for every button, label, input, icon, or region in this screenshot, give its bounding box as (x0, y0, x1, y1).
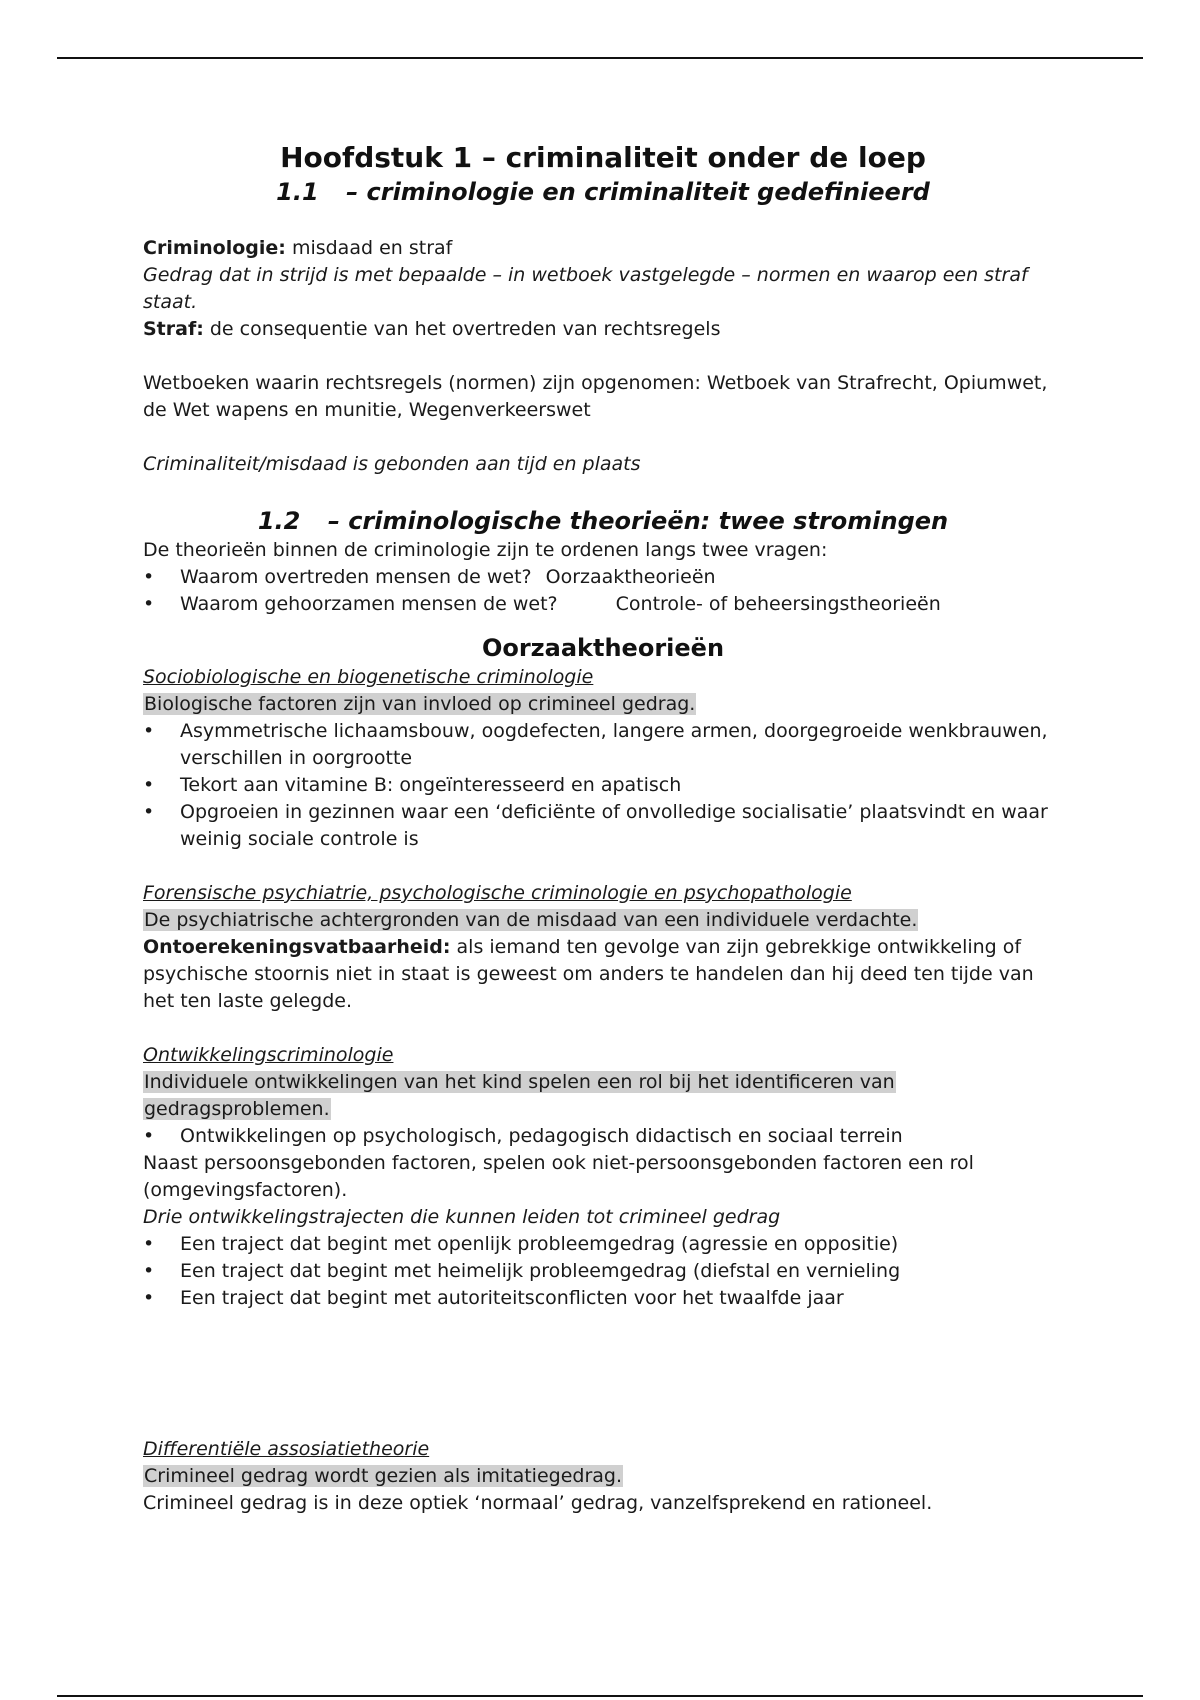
topic-heading-ontwikkeling: Ontwikkelingscriminologie (143, 1044, 394, 1066)
highlight-socio: Biologische factoren zijn van invloed op crimineel gedrag. (144, 693, 696, 715)
section-number: 1.2 (257, 507, 301, 535)
topic-heading-socio: Sociobiologische en biogenetische criminologie (143, 666, 594, 688)
paragraph-tijd-plaats: Criminaliteit/misdaad is gebonden aan tijd en plaats (143, 453, 641, 475)
highlight-differentieel: Crimineel gedrag wordt gezien als imitatiegedrag. (144, 1465, 623, 1487)
ontwikkeling-bullet-list (143, 1123, 1063, 1150)
list-item: • Ontwikkelingen op psychologisch, pedagogisch didactisch en sociaal terrein (143, 1123, 1063, 1150)
section-title: – criminologische theorieën: twee stromingen (327, 507, 949, 535)
topic-heading-forensisch: Forensische psychiatrie, psychologische criminologie en psychopathologie (143, 882, 852, 904)
paragraph-intro: De theorieën binnen de criminologie zijn te ordenen langs twee vragen: (143, 539, 828, 561)
term-ontoerekeningsvatbaarheid: Ontoerekeningsvatbaarheid: (143, 936, 451, 958)
question-list (143, 564, 1063, 618)
list-item: • Tekort aan vitamine B: ongeïnteresseerd en apatisch (143, 772, 1063, 799)
footer-rule (57, 1695, 1143, 1697)
subsection-title-oorzaak: Oorzaaktheorieën (481, 634, 725, 662)
definition-straf: Straf: de consequentie van het overtreden van rechtsregels (143, 318, 721, 340)
term-straf: Straf: (143, 318, 204, 340)
highlight-ontwikkeling-2: gedragsproblemen. (144, 1098, 330, 1120)
highlight-ontwikkeling-1: Individuele ontwikkelingen van het kind spelen een rol bij het identificeren van (144, 1071, 895, 1093)
list-item: • Een traject dat begint met autoriteitsconflicten voor het twaalfde jaar (143, 1285, 1063, 1312)
section-heading-1-2 (143, 505, 1063, 537)
list-item: • Een traject dat begint met openlijk probleemgedrag (agressie en oppositie) (143, 1231, 1063, 1258)
document-page (143, 140, 1063, 1517)
paragraph-differentieel: Crimineel gedrag is in deze optiek ‘normaal’ gedrag, vanzelfsprekend en rationeel. (143, 1492, 933, 1514)
paragraph-naast: Naast persoonsgebonden factoren, spelen ook niet-persoonsgebonden factoren een rol (omgevingsfactoren). (143, 1152, 974, 1201)
topic-heading-differentieel: Differentiële assosiatietheorie (143, 1438, 430, 1460)
list-item: • Opgroeien in gezinnen waar een ‘deficiënte of onvolledige socialisatie’ plaatsvindt en waar weinig sociale controle is (143, 799, 1063, 853)
definition-criminologie: Criminologie: misdaad en straf (143, 237, 453, 259)
section-title: – criminologie en criminaliteit gedefinieerd (346, 178, 930, 206)
definition-ontoerekeningsvatbaarheid: Ontoerekeningsvatbaarheid: als iemand ten gevolge van zijn gebrekkige ontwikkeling of psychische stoornis niet in staat is geweest om anders te handelen dan hij deed ten tijde van het ten laste gelegde. (143, 936, 1034, 1012)
list-item: • Waarom gehoorzamen mensen de wet? Controle- of beheersingstheorieën (143, 591, 1063, 618)
chapter-title: Hoofdstuk 1 – criminaliteit onder de loep (280, 141, 926, 174)
list-item: • Een traject dat begint met heimelijk probleemgedrag (diefstal en vernieling (143, 1258, 1063, 1285)
definition-gedrag: Gedrag dat in strijd is met bepaalde – in wetboek vastgelegde – normen en waarop een straf staat. (143, 264, 1028, 313)
highlight-forensisch: De psychiatrische achtergronden van de misdaad van een individuele verdachte. (144, 909, 918, 931)
paragraph-drie-trajecten: Drie ontwikkelingstrajecten die kunnen leiden tot crimineel gedrag (143, 1206, 781, 1228)
header-rule (57, 57, 1143, 59)
socio-bullet-list (143, 718, 1063, 853)
trajecten-bullet-list (143, 1231, 1063, 1312)
list-item: • Asymmetrische lichaamsbouw, oogdefecten, langere armen, doorgegroeide wenkbrauwen, verschillen in oorgrootte (143, 718, 1063, 772)
section-number: 1.1 (276, 178, 319, 206)
term-criminologie: Criminologie: (143, 237, 286, 259)
section-heading-1-1 (143, 176, 1063, 208)
paragraph-wetboeken: Wetboeken waarin rechtsregels (normen) zijn opgenomen: Wetboek van Strafrecht, Opiumwet, de Wet wapens en munitie, Wegenverkeerswet (143, 372, 1048, 421)
list-item: • Waarom overtreden mensen de wet? Oorzaaktheorieën (143, 564, 1063, 591)
